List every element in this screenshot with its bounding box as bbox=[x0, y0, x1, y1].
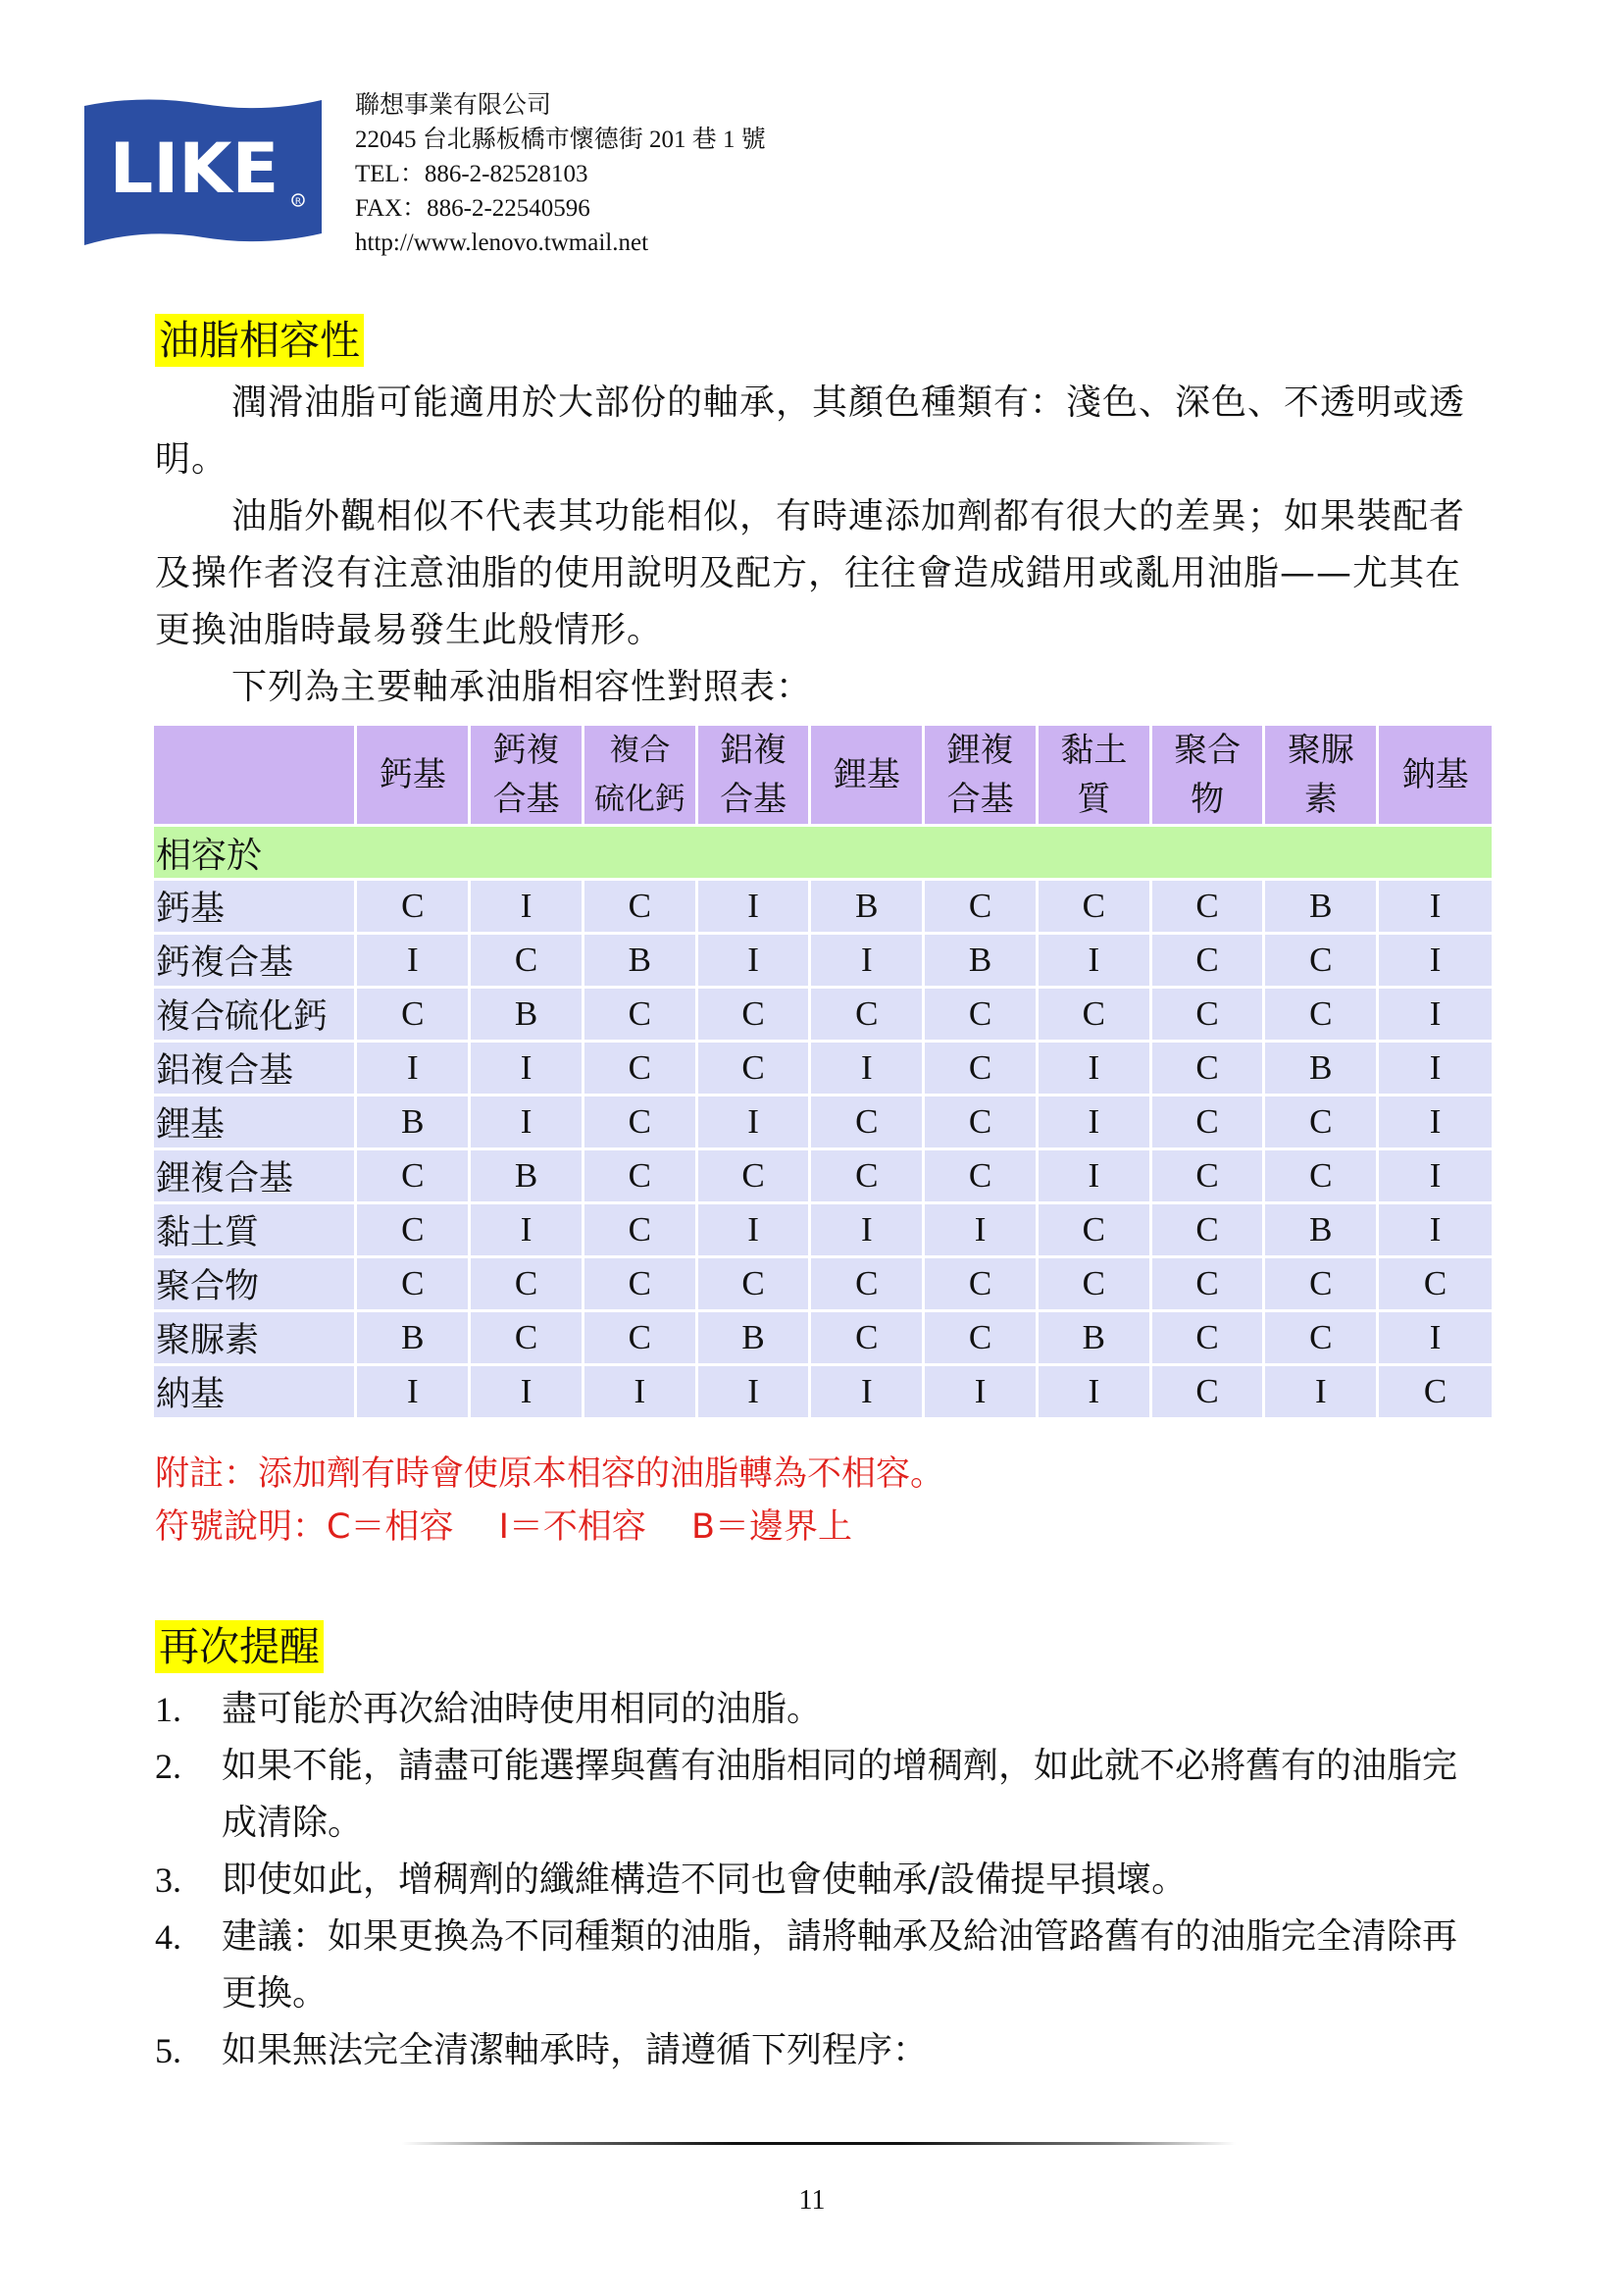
compat-cell: C bbox=[1150, 1257, 1264, 1311]
compat-cell: C bbox=[1150, 1149, 1264, 1203]
company-tel: TEL：886-2-82528103 bbox=[355, 161, 588, 187]
compat-cell: C bbox=[470, 1257, 584, 1311]
compat-cell: C bbox=[1150, 1365, 1264, 1419]
compat-cell: C bbox=[696, 1149, 810, 1203]
compat-cell: C bbox=[1037, 988, 1150, 1042]
compat-cell: I bbox=[1378, 1149, 1494, 1203]
compat-cell: C bbox=[1037, 1257, 1150, 1311]
compat-cell: C bbox=[583, 988, 696, 1042]
compat-cell: B bbox=[1264, 1203, 1378, 1257]
compat-cell: I bbox=[356, 1365, 470, 1419]
compat-cell: C bbox=[1264, 934, 1378, 988]
compat-cell: C bbox=[583, 1257, 696, 1311]
section-title-reminder: 再次提醒 bbox=[155, 1620, 324, 1673]
row-label: 納基 bbox=[153, 1365, 356, 1419]
compat-cell: C bbox=[356, 988, 470, 1042]
compat-cell: I bbox=[470, 1042, 584, 1096]
compat-cell: C bbox=[1264, 1149, 1378, 1203]
company-url[interactable]: http://www.lenovo.twmail.net bbox=[355, 229, 649, 256]
compat-cell: I bbox=[696, 1365, 810, 1419]
compat-cell: B bbox=[356, 1096, 470, 1149]
table-row bbox=[153, 1203, 1494, 1257]
header-cell: 鋰基 bbox=[810, 725, 924, 826]
compat-cell: C bbox=[810, 1096, 924, 1149]
compat-cell: I bbox=[1037, 1149, 1150, 1203]
compat-cell: B bbox=[356, 1311, 470, 1365]
note-additives: 附註：添加劑有時會使原本相容的油脂轉為不相容。 bbox=[155, 1454, 945, 1494]
compat-cell: C bbox=[1150, 934, 1264, 988]
table-row bbox=[153, 934, 1494, 988]
company-address: 22045 台北縣板橋市懷德街 201 巷 1 號 bbox=[355, 127, 766, 153]
compat-cell: I bbox=[356, 1042, 470, 1096]
table-row bbox=[153, 1365, 1494, 1419]
compat-cell: I bbox=[356, 934, 470, 988]
compat-cell: B bbox=[1264, 880, 1378, 934]
compatibility-table bbox=[151, 723, 1495, 1420]
compat-cell: I bbox=[924, 1365, 1038, 1419]
compat-cell: I bbox=[810, 934, 924, 988]
compat-cell: C bbox=[1037, 1203, 1150, 1257]
row-label: 複合硫化鈣 bbox=[153, 988, 356, 1042]
row-label: 鈣複合基 bbox=[153, 934, 356, 988]
compat-cell: C bbox=[1378, 1365, 1494, 1419]
compat-cell: I bbox=[470, 1365, 584, 1419]
list-item: 2. 如果不能，請盡可能選擇與舊有油脂相同的增稠劑，如此就不必將舊有的油脂完成清除。 bbox=[155, 1746, 1458, 1843]
paragraph-appearance: 油脂外觀相似不代表其功能相似，有時連添加劑都有很大的差異；如果裝配者及操作者沒有注意油脂的使用說明及配方，往往會造成錯用或亂用油脂——尤其在更換油脂時最易發生此般情形。 bbox=[155, 496, 1466, 650]
compat-cell: C bbox=[356, 1203, 470, 1257]
compat-cell: C bbox=[696, 1257, 810, 1311]
compat-cell: C bbox=[470, 934, 584, 988]
compat-cell: I bbox=[810, 1365, 924, 1419]
compat-cell: I bbox=[470, 1203, 584, 1257]
compat-cell: B bbox=[583, 934, 696, 988]
compat-cell: I bbox=[470, 880, 584, 934]
table-section-row bbox=[153, 826, 1494, 880]
compat-cell: C bbox=[356, 880, 470, 934]
header-corner bbox=[153, 725, 356, 826]
header-cell: 鈉基 bbox=[1378, 725, 1494, 826]
compat-cell: I bbox=[696, 880, 810, 934]
header-cell: 鈣複 合基 bbox=[470, 725, 584, 826]
compat-cell: I bbox=[696, 1203, 810, 1257]
compat-cell: I bbox=[1037, 1365, 1150, 1419]
compat-cell: C bbox=[1150, 1311, 1264, 1365]
svg-text:R: R bbox=[294, 197, 302, 207]
compat-cell: C bbox=[1264, 1311, 1378, 1365]
table-row bbox=[153, 1096, 1494, 1149]
reminder-list bbox=[155, 1681, 1489, 2079]
header-cell: 鋰複 合基 bbox=[924, 725, 1038, 826]
compat-cell: C bbox=[1264, 1257, 1378, 1311]
page-number: 11 bbox=[798, 2185, 826, 2216]
compat-cell: C bbox=[810, 1257, 924, 1311]
compat-cell: C bbox=[1150, 1096, 1264, 1149]
list-item: 5. 如果無法完全清潔軸承時，請遵循下列程序： bbox=[155, 2030, 929, 2070]
compat-cell: C bbox=[583, 1203, 696, 1257]
row-label: 聚合物 bbox=[153, 1257, 356, 1311]
list-item: 1. 盡可能於再次給油時使用相同的油脂。 bbox=[155, 1689, 823, 1729]
compat-cell: I bbox=[1378, 934, 1494, 988]
compat-cell: C bbox=[1150, 1042, 1264, 1096]
compat-cell: C bbox=[924, 880, 1038, 934]
compat-cell: C bbox=[810, 988, 924, 1042]
note-legend: 符號說明：C＝相容 I＝不相容 B＝邊界上 bbox=[155, 1507, 853, 1547]
compat-cell: C bbox=[924, 1096, 1038, 1149]
compat-cell: C bbox=[356, 1149, 470, 1203]
compat-cell: B bbox=[470, 1149, 584, 1203]
header-cell: 聚合 物 bbox=[1150, 725, 1264, 826]
list-item: 3. 即使如此，增稠劑的纖維構造不同也會使軸承/設備提早損壞。 bbox=[155, 1860, 1188, 1900]
row-label: 聚脲素 bbox=[153, 1311, 356, 1365]
compat-cell: C bbox=[810, 1311, 924, 1365]
compat-cell: C bbox=[1150, 880, 1264, 934]
compat-cell: I bbox=[1378, 1096, 1494, 1149]
compat-cell: I bbox=[1378, 988, 1494, 1042]
compat-cell: B bbox=[1037, 1311, 1150, 1365]
compat-cell: C bbox=[1264, 1096, 1378, 1149]
compat-cell: C bbox=[696, 988, 810, 1042]
compat-cell: I bbox=[583, 1365, 696, 1419]
compat-cell: C bbox=[583, 880, 696, 934]
compat-cell: C bbox=[696, 1042, 810, 1096]
compat-cell: B bbox=[924, 934, 1038, 988]
table-row bbox=[153, 880, 1494, 934]
compat-cell: I bbox=[696, 1096, 810, 1149]
compat-cell: C bbox=[1150, 988, 1264, 1042]
row-label: 鋁複合基 bbox=[153, 1042, 356, 1096]
table-row bbox=[153, 988, 1494, 1042]
header-cell: 聚脲 素 bbox=[1264, 725, 1378, 826]
compat-cell: C bbox=[924, 988, 1038, 1042]
paragraph-table-intro: 下列為主要軸承油脂相容性對照表： bbox=[231, 667, 813, 707]
compat-cell: B bbox=[696, 1311, 810, 1365]
compat-cell: I bbox=[1037, 1042, 1150, 1096]
compat-cell: I bbox=[1378, 1311, 1494, 1365]
list-item: 4. 建議：如果更換為不同種類的油脂，請將軸承及給油管路舊有的油脂完全清除再更換。 bbox=[155, 1916, 1458, 2014]
compat-cell: I bbox=[1264, 1365, 1378, 1419]
compat-cell: C bbox=[924, 1257, 1038, 1311]
table-row bbox=[153, 1311, 1494, 1365]
compat-cell: C bbox=[924, 1311, 1038, 1365]
row-label: 鈣基 bbox=[153, 880, 356, 934]
section-label: 相容於 bbox=[153, 826, 1494, 880]
compat-cell: I bbox=[1037, 934, 1150, 988]
company-name: 聯想事業有限公司 bbox=[355, 92, 552, 119]
compat-cell: C bbox=[583, 1311, 696, 1365]
row-label: 鋰基 bbox=[153, 1096, 356, 1149]
compat-cell: I bbox=[1378, 880, 1494, 934]
compat-cell: I bbox=[470, 1096, 584, 1149]
compat-cell: C bbox=[1150, 1203, 1264, 1257]
compat-cell: I bbox=[1378, 1203, 1494, 1257]
compat-cell: B bbox=[810, 880, 924, 934]
table-row bbox=[153, 1042, 1494, 1096]
compat-cell: B bbox=[470, 988, 584, 1042]
compat-cell: C bbox=[1037, 880, 1150, 934]
table-row bbox=[153, 1257, 1494, 1311]
company-fax: FAX：886-2-22540596 bbox=[355, 195, 590, 222]
compat-cell: C bbox=[583, 1042, 696, 1096]
compat-cell: I bbox=[696, 934, 810, 988]
compat-cell: I bbox=[924, 1203, 1038, 1257]
compat-cell: I bbox=[810, 1042, 924, 1096]
compat-cell: C bbox=[1378, 1257, 1494, 1311]
footer-divider bbox=[402, 2142, 1236, 2145]
compat-cell: C bbox=[924, 1042, 1038, 1096]
table-row bbox=[153, 1149, 1494, 1203]
logo-text: LIKE bbox=[109, 128, 279, 209]
paragraph-intro: 潤滑油脂可能適用於大部份的軸承，其顏色種類有：淺色、深色、不透明或透明。 bbox=[155, 382, 1466, 480]
header-cell: 鈣基 bbox=[356, 725, 470, 826]
header-cell: 黏土 質 bbox=[1037, 725, 1150, 826]
compat-cell: I bbox=[1037, 1096, 1150, 1149]
compat-cell: I bbox=[1378, 1042, 1494, 1096]
row-label: 黏土質 bbox=[153, 1203, 356, 1257]
company-info bbox=[355, 88, 766, 260]
compat-cell: I bbox=[810, 1203, 924, 1257]
compat-cell: C bbox=[356, 1257, 470, 1311]
company-logo bbox=[84, 94, 322, 245]
compat-cell: B bbox=[1264, 1042, 1378, 1096]
compat-cell: C bbox=[470, 1311, 584, 1365]
compat-cell: C bbox=[924, 1149, 1038, 1203]
compat-cell: C bbox=[1264, 988, 1378, 1042]
compat-cell: C bbox=[583, 1096, 696, 1149]
row-label: 鋰複合基 bbox=[153, 1149, 356, 1203]
compat-cell: C bbox=[810, 1149, 924, 1203]
compat-cell: C bbox=[583, 1149, 696, 1203]
section-title-compatibility: 油脂相容性 bbox=[155, 314, 364, 367]
header-cell: 複合 硫化鈣 bbox=[583, 725, 696, 826]
header-cell: 鋁複 合基 bbox=[696, 725, 810, 826]
table-header-row bbox=[153, 725, 1494, 826]
